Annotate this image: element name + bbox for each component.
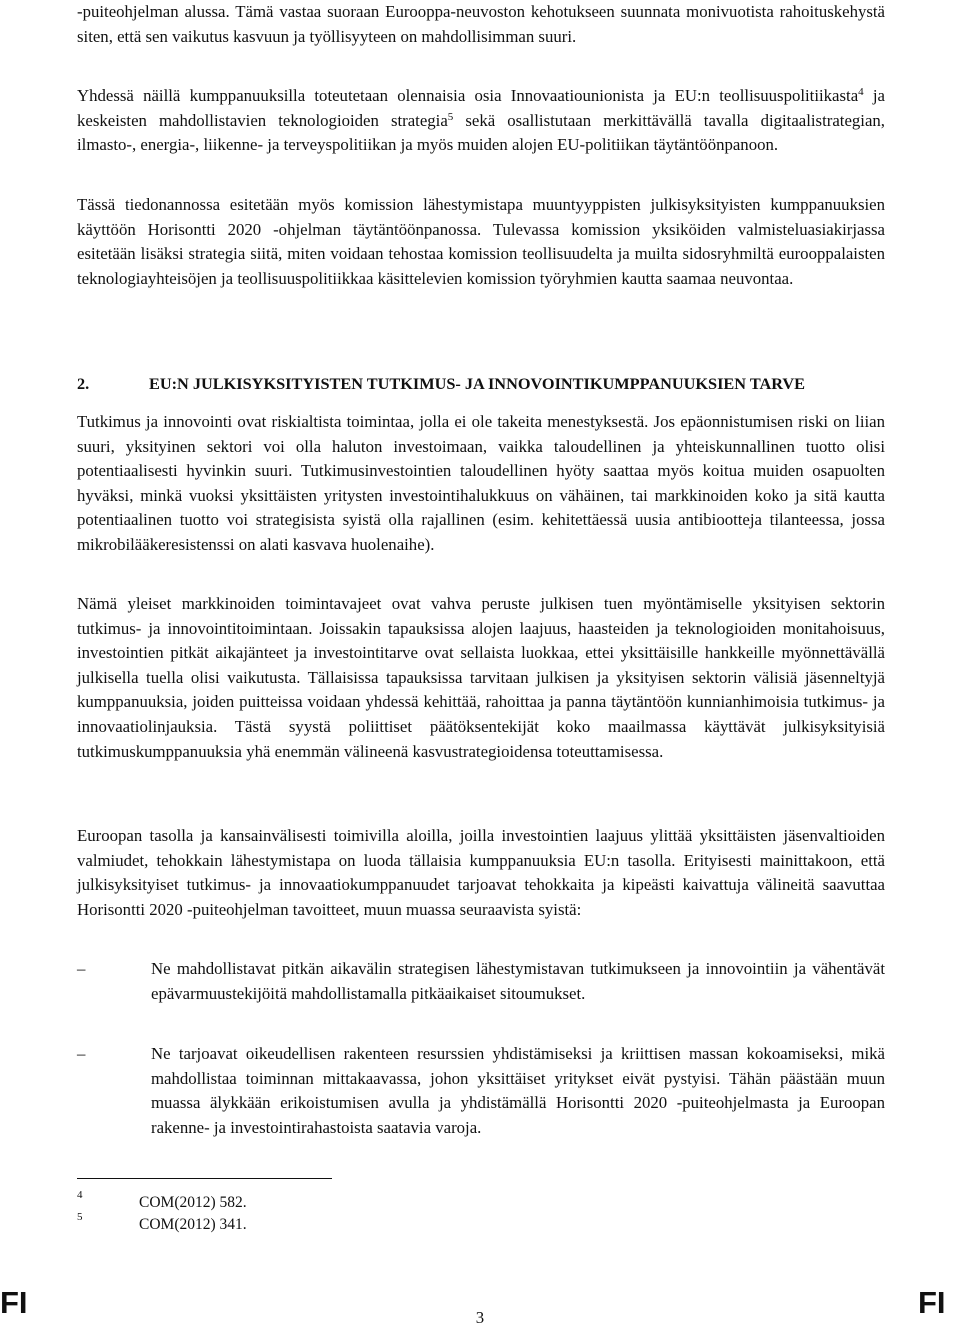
paragraph-research-risk: Tutkimus ja innovointi ovat riskialtista toimintaa, jolla ei ole takeita menestyksestä. Jos epäonnistumisen riski on liian suuri, yksityinen sektori voi olla haluton investoimaan, vaikka taloudellinen ja yhteiskunnallinen tuotto olisi potentiaalisesti hyvinkin suuri. Tutkimusinvestointien taloudellinen hyöty saattaa myös koitua muiden osapuolten hyväksi, minkä vuoksi yksittäisten yritysten investointihalukkuus on vähäinen, tai markkinoiden koko ja sitä kautta potentiaalinen tuotto voi strategisista syistä olla rajallinen (esim. kehitettäessä uusia antibiootteja tilanteessa, jossa mikrobilääkeresistenssi on alati kasvava huolenaihe). xyxy=(77,412,885,554)
paragraph-partnerships-part-b: ja keskeisten mahdollistavien teknologioiden strategia xyxy=(77,86,885,130)
bullet-text: Ne mahdollistavat pitkän aikavälin strategisen lähestymistavan tutkimukseen ja innovointiin ja vähentävät epävarmuustekijöitä mahdollistamalla pitkäaikaiset sitoumukset. xyxy=(151,959,885,1003)
footnote-ref-4[interactable]: 4 xyxy=(858,86,864,98)
paragraph-communication: Tässä tiedonannossa esitetään myös komission lähestymistapa muuntyyppisten julkisyksityisten kumppanuuksien käyttöön Horisontti 2020 -ohjelman täytäntöönpanossa. Tulevassa komission yksiköiden valmisteluasiakirjassa esitetään lisäksi strategia siitä, miten voidaan tehostaa komission teollisuudelta ja muilta sidosryhmiltä eurooppalaisten teknologiayhteisöjen ja teollisuuspolitiikkaa käsittelevien komission työryhmien kautta saamaa neuvontaa. xyxy=(77,195,885,288)
paragraph-partnerships-part-c: sekä osallistutaan merkittävällä tavalla digitaalistrategian, ilmasto-, energia-, liikenne- ja terveyspolitiikan ja myös muiden alojen EU-politiikan täytäntöönpanoon. xyxy=(77,110,885,155)
paragraph-partnerships-part-a: Yhdessä näillä kumppanuuksilla toteutetaan olennaisia osia Innovaatiounionista ja EU:n teollisuuspolitiikasta xyxy=(77,86,859,105)
language-code-right: FI xyxy=(918,1285,946,1320)
language-code-left: FI xyxy=(0,1285,28,1320)
footnote-number: 4 xyxy=(77,1189,83,1201)
bullet-dash: – xyxy=(77,1044,86,1063)
section-heading xyxy=(77,372,885,396)
footnote-number: 5 xyxy=(77,1211,83,1223)
section-title: EU:N JULKISYKSITYISTEN TUTKIMUS- JA INNOVOINTIKUMPPANUUKSIEN TARVE xyxy=(149,374,806,393)
paragraph-european-level: Euroopan tasolla ja kansainvälisesti toimivilla aloilla, joilla investointien laajuus ylittää yksittäisten jäsenvaltioiden valmiudet, tehokkain lähestymistapa on luoda tällaisia kumppanuuksia EU:n tasolla. Erityisesti mainittakoon, että julkisyksityiset tutkimus- ja innovaatiokumppanuudet tarjoavat tehokkaita ja kipeästi kaivattuja välineitä saavuttaa Horisontti 2020 -puiteohjelman tavoitteet, muun muassa seuraavista syistä: xyxy=(77,826,885,919)
footnote-separator xyxy=(77,1178,332,1179)
footnote-ref-5[interactable]: 5 xyxy=(447,110,454,123)
footnote-text: COM(2012) 582. xyxy=(139,1194,247,1211)
footnote-text: COM(2012) 341. xyxy=(139,1216,247,1233)
bullet-text: Ne tarjoavat oikeudellisen rakenteen resurssien yhdistämiseksi ja kriittisen massan kokoamiseksi, mikä mahdollistaa toiminnan mittakaavassa, johon yksittäiset yritykset eivät pystyisi. Tähän päästään muun muassa älykkään erikoistumisen avulla ja yhdistämällä Horisontti 2020 -puiteohjelmasta ja Euroopan rakenne- ja investointirahastoista saatavia varoja. xyxy=(151,1044,885,1137)
section-number: 2. xyxy=(77,374,90,393)
paragraph-intro-continuation: -puiteohjelman alussa. Tämä vastaa suoraan Eurooppa-neuvoston kehotukseen suunnata monivuotista rahoituskehystä siten, että sen vaikutus kasvuun ja työllisyyteen on mahdollisimman suuri. xyxy=(77,2,885,46)
paragraph-partnerships xyxy=(77,84,885,158)
page-number: 3 xyxy=(475,1308,485,1327)
paragraph-market-failures: Nämä yleiset markkinoiden toimintavajeet ovat vahva peruste julkisen tuen myöntämiselle yksityisen sektorin tutkimus- ja innovointitoimintaan. Joissakin tapauksissa alojen laajuus, haasteiden ja teknologioiden monitahoisuus, investointien pitkät aikajänteet ja investointitarve ovat sellaista luokkaa, ettei yksittäisille hankkeille myönnettävällä julkisella tuella olisi vaikutusta. Tällaisissa tapauksissa tarvitaan julkisen ja yksityisen sektorin välisiä jäsenneltyjä kumppanuuksia, joiden puitteissa voidaan yhdessä kehittää, rahoittaa ja panna täytäntöön kunnianhimoisia tutkimus- ja innovaatiolinjauksia. Tästä syystä poliittiset päätöksentekijät koko maailmassa käyttävät julkisyksityisiä tutkimuskumppanuuksia yhä enemmän välineenä kasvustrategioidensa toteuttamisessa. xyxy=(77,594,885,761)
bullet-dash: – xyxy=(77,959,86,978)
